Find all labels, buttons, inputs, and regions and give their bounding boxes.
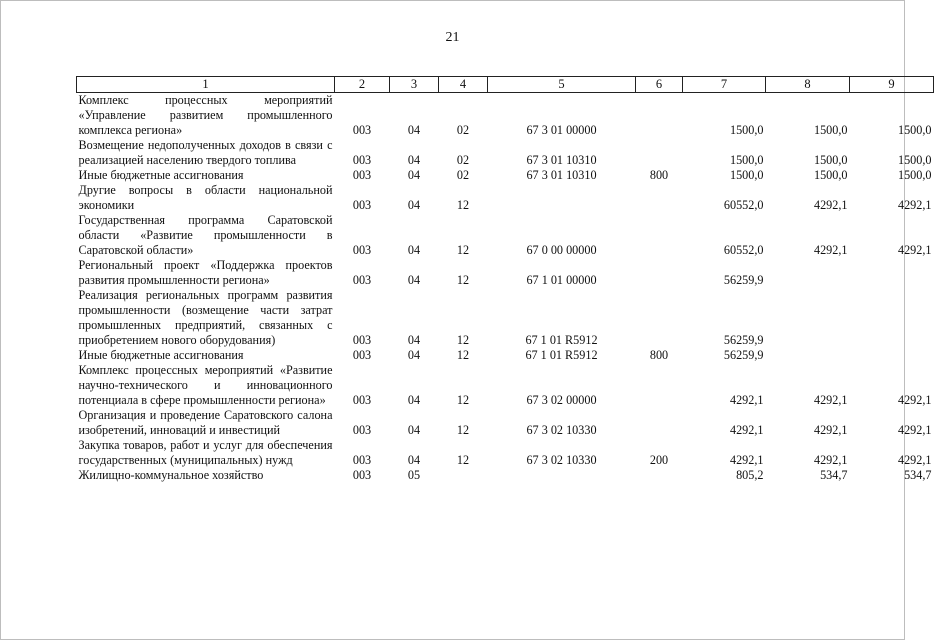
row-name: Региональный проект «Поддержка проектов развития промышленности региона» [78,258,333,287]
header-row [77,77,934,93]
row-pr: 12 [456,453,470,467]
row-ved: 003 [352,333,372,347]
row-vr [636,408,683,438]
row-pr: 12 [456,243,470,257]
row-rz: 04 [407,333,421,347]
table-row [77,468,934,483]
row-vr: 800 [649,168,669,182]
table-row [77,183,934,213]
row-vr: 800 [649,348,669,362]
row-vr [636,93,683,139]
row-pr: 02 [456,153,470,167]
row-ved: 003 [352,453,372,467]
header-col-5: 5 [488,77,636,93]
row-csr: 67 1 01 00000 [526,273,597,287]
header-col-4: 4 [439,77,488,93]
table-row [77,408,934,438]
row-rz: 04 [407,243,421,257]
row-value-1: 56259,9 [723,348,764,362]
row-value-1: 1500,0 [729,153,764,167]
row-name: Жилищно-коммунальное хозяйство [78,468,264,482]
page-number: 21 [445,30,460,45]
table-row [77,213,934,258]
row-rz: 04 [407,198,421,212]
row-value-3: 4292,1 [897,393,932,407]
row-vr [636,468,683,483]
header-col-2: 2 [335,77,390,93]
row-value-1: 4292,1 [729,453,764,467]
row-ved: 003 [352,348,372,362]
row-vr [636,183,683,213]
row-ved: 003 [352,153,372,167]
row-value-2: 1500,0 [813,153,848,167]
row-pr: 12 [456,198,470,212]
row-pr: 12 [456,273,470,287]
budget-table [76,76,934,483]
row-ved: 003 [352,123,372,137]
row-ved: 003 [352,198,372,212]
row-value-1: 60552,0 [723,198,764,212]
row-csr [488,468,636,483]
row-csr: 67 3 01 10310 [526,153,597,167]
row-name: Возмещение недополученных доходов в связи с реализацией населению твердого топлива [78,138,333,167]
row-csr: 67 1 01 R5912 [525,348,598,362]
row-value-2: 4292,1 [813,393,848,407]
row-rz: 05 [407,468,421,482]
row-csr: 67 0 00 00000 [526,243,597,257]
row-rz: 04 [407,273,421,287]
row-name: Организация и проведение Саратовского салона изобретений, инноваций и инвестиций [78,408,333,437]
row-name: Закупка товаров, работ и услуг для обеспечения государственных (муниципальных) нужд [78,438,333,467]
row-csr: 67 1 01 R5912 [525,333,598,347]
row-pr: 12 [456,333,470,347]
row-value-3: 534,7 [904,468,932,482]
row-value-1: 1500,0 [729,168,764,182]
row-value-2: 4292,1 [813,198,848,212]
row-vr [636,288,683,348]
table-row [77,93,934,139]
row-csr: 67 3 01 10310 [526,168,597,182]
table-row [77,168,934,183]
row-value-1: 1500,0 [729,123,764,137]
row-value-2 [766,348,850,363]
row-value-3: 4292,1 [897,453,932,467]
row-value-2 [766,288,850,348]
row-name: Комплекс процессных мероприятий «Управление развитием промышленного комплекса региона» [78,93,333,137]
row-value-2: 534,7 [820,468,848,482]
row-rz: 04 [407,348,421,362]
row-value-1: 4292,1 [729,393,764,407]
header-col-7: 7 [683,77,766,93]
row-value-3 [850,288,934,348]
row-value-2: 1500,0 [813,168,848,182]
table-row [77,288,934,348]
table-row [77,138,934,168]
row-ved: 003 [352,273,372,287]
row-value-2: 4292,1 [813,243,848,257]
row-rz: 04 [407,393,421,407]
row-value-3: 1500,0 [897,168,932,182]
row-value-3: 4292,1 [897,243,932,257]
row-rz: 04 [407,153,421,167]
row-value-1: 4292,1 [729,423,764,437]
header-col-8: 8 [766,77,850,93]
row-vr [636,363,683,408]
row-value-2: 1500,0 [813,123,848,137]
row-rz: 04 [407,423,421,437]
row-name: Иные бюджетные ассигнования [78,348,244,362]
row-vr [636,138,683,168]
row-value-2 [766,258,850,288]
row-value-3: 4292,1 [897,423,932,437]
row-value-1: 56259,9 [723,333,764,347]
header-col-3: 3 [390,77,439,93]
row-value-2: 4292,1 [813,423,848,437]
row-name: Комплекс процессных мероприятий «Развитие научно-технического и инновационного потенциала в сфере промышленности региона» [78,363,333,407]
row-csr: 67 3 01 00000 [526,123,597,137]
row-pr: 02 [456,123,470,137]
row-name: Иные бюджетные ассигнования [78,168,244,182]
row-value-1: 56259,9 [723,273,764,287]
row-pr: 12 [456,393,470,407]
row-ved: 003 [352,468,372,482]
row-name: Другие вопросы в области национальной экономики [78,183,333,212]
row-value-1: 805,2 [736,468,764,482]
row-ved: 003 [352,393,372,407]
row-value-3: 4292,1 [897,198,932,212]
row-ved: 003 [352,168,372,182]
row-pr: 12 [456,348,470,362]
row-csr: 67 3 02 00000 [526,393,597,407]
row-vr [636,258,683,288]
row-csr: 67 3 02 10330 [526,453,597,467]
header-col-1: 1 [77,77,335,93]
row-value-1: 60552,0 [723,243,764,257]
row-value-3 [850,258,934,288]
row-value-2: 4292,1 [813,453,848,467]
row-value-3: 1500,0 [897,153,932,167]
header-col-9: 9 [850,77,934,93]
table-row [77,363,934,408]
table-row [77,348,934,363]
row-ved: 003 [352,243,372,257]
row-vr: 200 [649,453,669,467]
row-pr: 02 [456,168,470,182]
row-csr [488,183,636,213]
row-ved: 003 [352,423,372,437]
row-pr [439,468,488,483]
row-rz: 04 [407,123,421,137]
table-row [77,438,934,468]
row-value-3 [850,348,934,363]
table-row [77,258,934,288]
row-rz: 04 [407,453,421,467]
header-col-6: 6 [636,77,683,93]
row-rz: 04 [407,168,421,182]
row-vr [636,213,683,258]
row-csr: 67 3 02 10330 [526,423,597,437]
row-name: Реализация региональных программ развития промышленности (возмещение части затрат промышленных предприятий, связанных с приобретением нового оборудования) [78,288,333,347]
row-pr: 12 [456,423,470,437]
row-value-3: 1500,0 [897,123,932,137]
row-name: Государственная программа Саратовской области «Развитие промышленности в Саратовской области» [78,213,333,257]
